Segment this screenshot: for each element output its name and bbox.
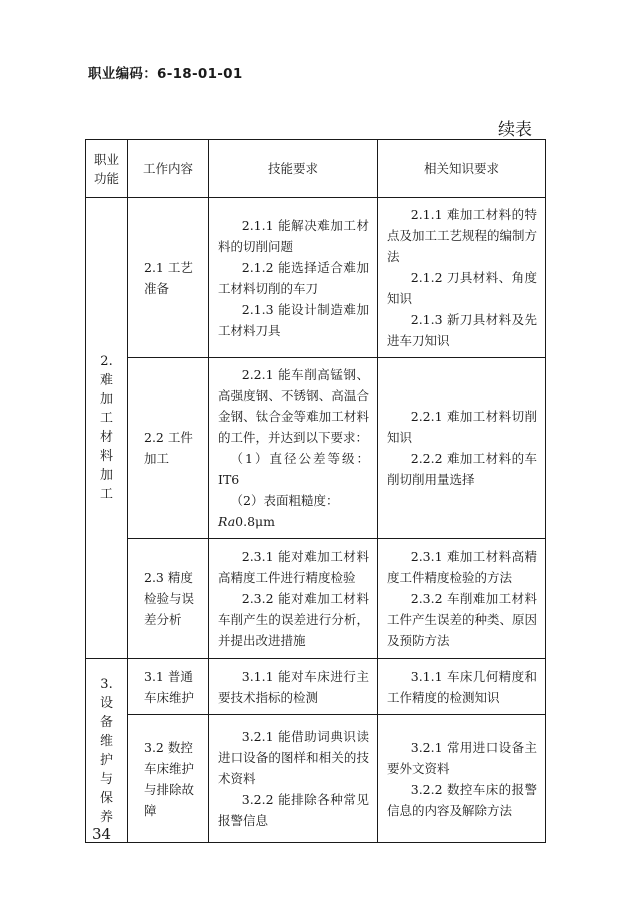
function-cell-3: 3.设备维护与保养 <box>86 659 128 843</box>
function-cell-2: 2.难加工材料加工 <box>86 198 128 659</box>
table-row <box>86 198 546 358</box>
column-header-skills: 技能要求 <box>209 140 378 198</box>
knowledge-cell: 2.3.1 难加工材料高精度工件精度检验的方法 2.3.2 车削难加工材料工件产生误差的种类、原因及预防方法 <box>378 539 546 659</box>
skills-table <box>85 139 546 843</box>
work-cell: 2.2 工件加工 <box>128 358 209 539</box>
ra-value: 0.8μm <box>235 514 276 529</box>
work-cell: 2.3 精度检验与误差分析 <box>128 539 209 659</box>
knowledge-cell: 3.1.1 车床几何精度和工作精度的检测知识 <box>378 659 546 715</box>
occupation-code: 职业编码：6-18-01-01 <box>88 66 243 82</box>
knowledge-cell: 2.1.1 难加工材料的特点及加工工艺规程的编制方法 2.1.2 刀具材料、角度知识 2.1.3 新刀具材料及先进车刀知识 <box>378 198 546 358</box>
work-cell: 2.1 工艺准备 <box>128 198 209 358</box>
work-cell: 3.1 普通车床维护 <box>128 659 209 715</box>
table-row <box>86 358 546 539</box>
continued-label: 续表 <box>498 120 532 140</box>
skills-cell: 2.3.1 能对难加工材料高精度工件进行精度检验 2.3.2 能对难加工材料车削产生的误差进行分析，并提出改进措施 <box>209 539 378 659</box>
column-header-work: 工作内容 <box>128 140 209 198</box>
page-number: 34 <box>92 825 112 843</box>
table-row <box>86 539 546 659</box>
column-header-function: 职业功能 <box>86 140 128 198</box>
table-row <box>86 715 546 843</box>
knowledge-cell: 2.2.1 难加工材料切削知识 2.2.2 难加工材料的车削切削用量选择 <box>378 358 546 539</box>
skills-cell: 3.1.1 能对车床进行主要技术指标的检测 <box>209 659 378 715</box>
skills-cell: 3.2.1 能借助词典识读进口设备的图样和相关的技术资料 3.2.2 能排除各种常见报警信息 <box>209 715 378 843</box>
table-header-row <box>86 140 546 198</box>
knowledge-cell: 3.2.1 常用进口设备主要外文资料 3.2.2 数控车床的报警信息的内容及解除方法 <box>378 715 546 843</box>
ra-symbol: Ra <box>218 514 236 529</box>
skills-cell: 2.2.1 能车削高锰钢、高强度钢、不锈钢、高温合金钢、钛合金等难加工材料的工件，并达到以下要求： （1）直径公差等级：IT6 （2）表面粗糙度： Ra0.8μm <box>209 358 378 539</box>
column-header-knowledge: 相关知识要求 <box>378 140 546 198</box>
work-cell: 3.2 数控车床维护与排除故障 <box>128 715 209 843</box>
skills-cell: 2.1.1 能解决难加工材料的切削问题 2.1.2 能选择适合难加工材料切削的车刀 2.1.3 能设计制造难加工材料刀具 <box>209 198 378 358</box>
table-row <box>86 659 546 715</box>
